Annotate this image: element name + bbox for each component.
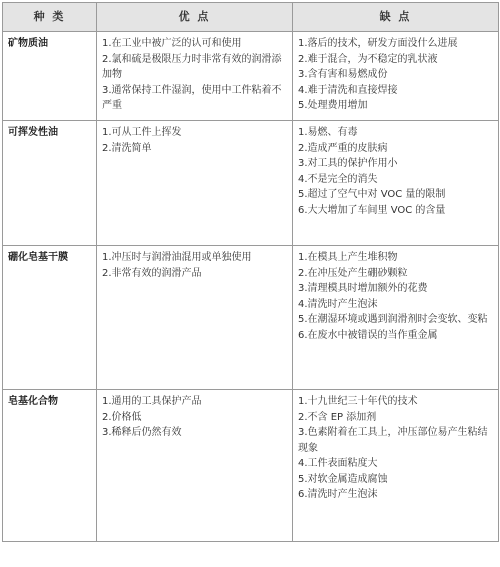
cons-item: 4.工件表面粘度大 — [298, 458, 378, 469]
cons-item: 3.对工具的保护作用小 — [298, 158, 398, 169]
cons-item: 5.在潮湿环境或遇到润滑剂时会变软、变粘 — [298, 314, 488, 325]
header-row — [3, 3, 499, 32]
cons-item: 1.易燃、有毒 — [298, 127, 358, 138]
cons-cell — [293, 390, 499, 542]
cons-cell — [293, 32, 499, 121]
cons-cell — [293, 246, 499, 390]
table-row — [3, 390, 499, 542]
pros-cell — [97, 390, 293, 542]
cons-item: 2.在冲压处产生硼砂颗粒 — [298, 267, 408, 279]
table-row — [3, 121, 499, 246]
cons-item: 5.处理费用增加 — [298, 100, 368, 111]
header-type: 种 类 — [3, 3, 97, 32]
type-cell: 可挥发性油 — [3, 121, 97, 246]
cons-item: 1.落后的技术，研发方面没什么进展 — [298, 38, 458, 49]
type-cell: 硼化皂基干膜 — [3, 246, 97, 390]
header-cons: 缺 点 — [293, 3, 499, 32]
cons-item: 4.不是完全的消失 — [298, 173, 378, 185]
cons-item: 6.清洗时产生泡沫 — [298, 489, 378, 500]
pros-item: 2.价格低 — [102, 411, 142, 423]
pros-item: 1.通用的工具保护产品 — [102, 396, 202, 407]
cons-item: 6.大大增加了车间里 VOC 的含量 — [298, 204, 446, 216]
cons-item: 5.超过了空气中对 VOC 量的限制 — [298, 189, 446, 200]
pros-item: 2.氯和硫是极限压力时非常有效的润滑添加物 — [102, 53, 282, 80]
cons-item: 2.难于混合，为不稳定的乳状液 — [298, 53, 438, 65]
cons-item: 4.难于清洗和直接焊接 — [298, 84, 398, 96]
cons-item: 5.对软金属造成腐蚀 — [298, 473, 388, 485]
cons-cell — [293, 121, 499, 246]
cons-item: 6.在废水中被错误的当作重金属 — [298, 329, 438, 341]
pros-item: 1.可从工件上挥发 — [102, 127, 182, 138]
pros-item: 1.冲压时与润滑油混用或单独使用 — [102, 252, 252, 263]
table-row — [3, 246, 499, 390]
cons-item: 3.含有害和易燃成份 — [298, 69, 388, 80]
header-pros: 优 点 — [97, 3, 293, 32]
comparison-table — [2, 2, 499, 542]
pros-item: 1.在工业中被广泛的认可和使用 — [102, 38, 242, 49]
cons-item: 3.清理模具时增加额外的花费 — [298, 283, 428, 294]
cons-item: 2.造成严重的皮肤病 — [298, 142, 388, 154]
cons-item: 2.不含 EP 添加剂 — [298, 411, 377, 423]
cons-item: 4.清洗时产生泡沫 — [298, 298, 378, 310]
pros-cell — [97, 32, 293, 121]
table-body — [3, 32, 499, 542]
pros-item: 3.稀释后仍然有效 — [102, 427, 182, 438]
cons-item: 3.色素附着在工具上，冲压部位易产生粘结现象 — [298, 427, 488, 454]
type-cell: 矿物质油 — [3, 32, 97, 121]
pros-cell — [97, 246, 293, 390]
pros-cell — [97, 121, 293, 246]
pros-item: 2.清洗简单 — [102, 142, 152, 154]
pros-item: 2.非常有效的润滑产品 — [102, 267, 202, 279]
cons-item: 1.在模具上产生堆积物 — [298, 252, 398, 263]
table-row — [3, 32, 499, 121]
pros-item: 3.通常保持工件湿润，使用中工件粘着不严重 — [102, 84, 282, 111]
type-cell: 皂基化合物 — [3, 390, 97, 542]
cons-item: 1.十九世纪三十年代的技术 — [298, 396, 418, 407]
